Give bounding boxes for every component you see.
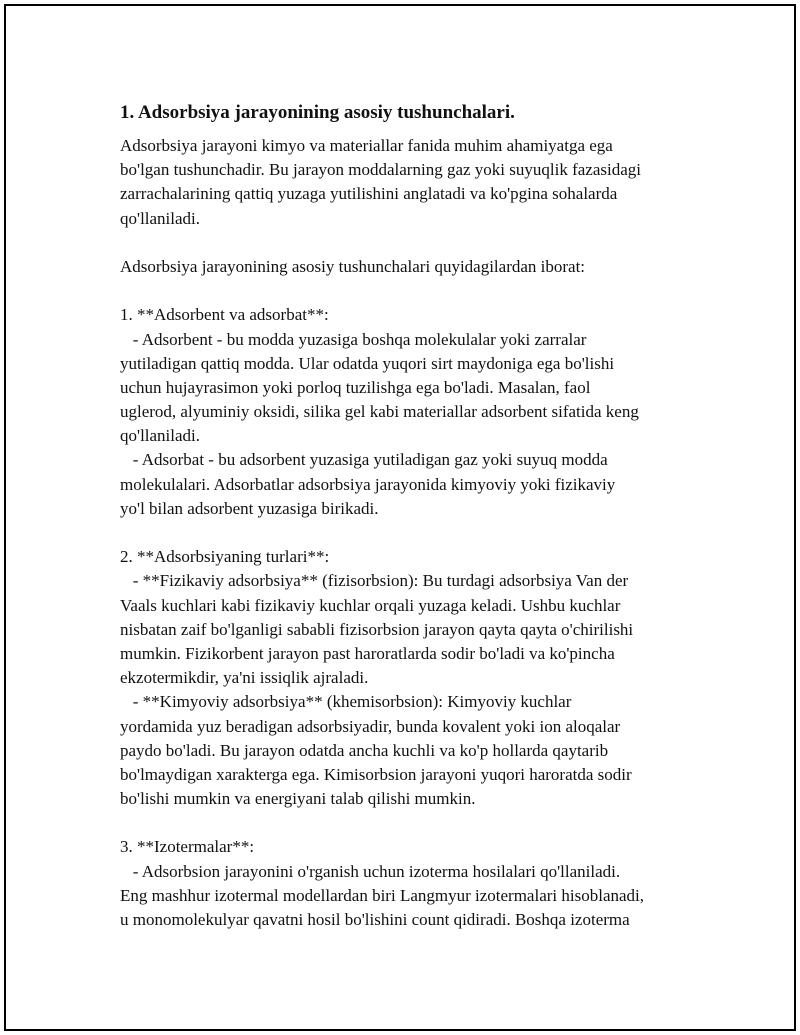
text-line: Adsorbsiya jarayoni kimyo va materiallar fanida muhim ahamiyatga ega xyxy=(120,136,613,155)
text-line: qo'llaniladi. xyxy=(120,208,201,228)
text-line: Eng mashhur izotermal modellardan biri Langmyur izotermalari hisoblanadi, xyxy=(120,885,645,905)
text-line xyxy=(120,521,700,545)
text-line: uglerod, alyuminiy oksidi, silika gel kabi materiallar adsorbent sifatida keng xyxy=(120,402,639,422)
text-line: - Adsorbat - bu adsorbent yuzasiga yutiladigan gaz yoki suyuq modda xyxy=(120,450,608,470)
text-line: bo'lmaydigan xarakterga ega. Kimisorbsion jarayoni yuqori haroratda sodir xyxy=(120,764,632,784)
paragraph-block xyxy=(120,134,700,932)
text-line: 3. **Izotermalar**: xyxy=(120,837,255,857)
text-line: yo'l bilan adsorbent yuzasiga birikadi. xyxy=(120,498,379,518)
text-line: u monomolekulyar qavatni hosil bo'lishini count qidiradi. Boshqa izoterma xyxy=(120,910,630,929)
text-line: bo'lishi mumkin va energiyani talab qilishi mumkin. xyxy=(120,789,476,809)
text-line: yordamida yuz beradigan adsorbsiyadir, bunda kovalent yoki ion aloqalar xyxy=(120,716,621,736)
text-line: ekzotermikdir, ya'ni issiqlik ajraladi. xyxy=(120,668,369,688)
text-line: 2. **Adsorbsiyaning turlari**: xyxy=(120,547,330,567)
text-line: paydo bo'ladi. Bu jarayon odatda ancha kuchli va ko'p hollarda qaytarib xyxy=(120,740,609,760)
text-line: qo'llaniladi. xyxy=(120,426,201,446)
text-line: Vaals kuchlari kabi fizikaviy kuchlar orqali yuzaga keladi. Ushbu kuchlar xyxy=(120,595,621,615)
text-line: mumkin. Fizikorbent jarayon past haroratlarda sodir bo'ladi va ko'pincha xyxy=(120,643,615,663)
document-body xyxy=(120,100,700,932)
text-line: - Adsorbent - bu modda yuzasiga boshqa molekulalar yoki zarralar xyxy=(120,329,587,349)
text-line: uchun hujayrasimon yoki porloq tuzilishga ega bo'ladi. Masalan, faol xyxy=(120,377,591,397)
text-line: - Adsorbsion jarayonini o'rganish uchun izoterma hosilalari qo'llaniladi. xyxy=(120,861,621,881)
text-line: Adsorbsiya jarayonining asosiy tushunchalari quyidagilardan iborat: xyxy=(120,256,586,276)
text-line: zarrachalarining qattiq yuzaga yutilishini anglatadi va ko'pgina sohalarda xyxy=(120,184,618,204)
text-line: bo'lgan tushunchadir. Bu jarayon moddalarning gaz yoki suyuqlik fazasidagi xyxy=(120,160,641,180)
text-line: yutiladigan qattiq modda. Ular odatda yuqori sirt maydoniga ega bo'lishi xyxy=(120,353,615,373)
text-line xyxy=(120,811,700,835)
text-line: - **Kimyoviy adsorbsiya** (khemisorbsion): Kimyoviy kuchlar xyxy=(120,692,572,712)
text-line: nisbatan zaif bo'lganligi sababli fizisorbsion jarayon qayta qayta o'chirilishi xyxy=(120,619,634,639)
text-line: 1. **Adsorbent va adsorbat**: xyxy=(120,305,329,325)
text-line: - **Fizikaviy adsorbsiya** (fizisorbsion): Bu turdagi adsorbsiya Van der xyxy=(120,571,629,591)
section-heading: 1. Adsorbsiya jarayonining asosiy tushunchalari. xyxy=(120,102,515,123)
text-line: molekulalari. Adsorbatlar adsorbsiya jarayonida kimyoviy yoki fizikaviy xyxy=(120,474,616,494)
text-line xyxy=(120,231,700,255)
text-line xyxy=(120,279,700,303)
document-page xyxy=(4,4,796,1031)
